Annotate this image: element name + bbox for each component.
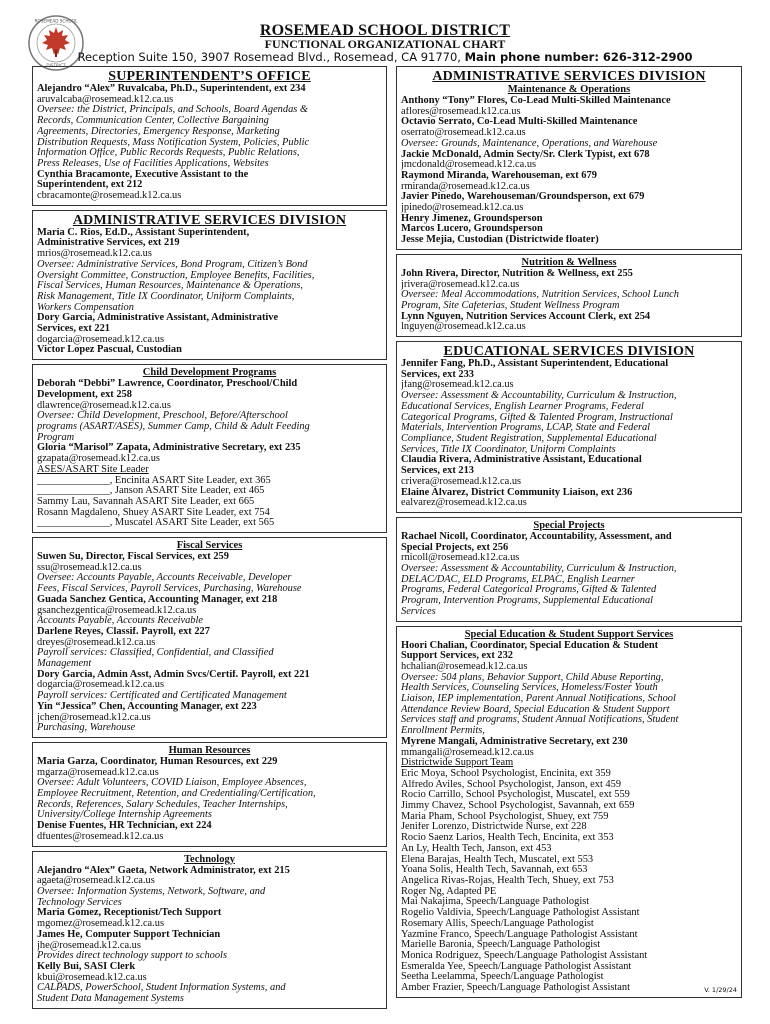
duties-text: Distribution Requests, Mass Notification System, Policies, Public (37, 137, 310, 148)
email-address: mmangali@rosemead.k12.ca.us (401, 747, 534, 758)
division-heading: ADMINISTRATIVE SERVICES DIVISION (72, 212, 347, 228)
staff-entry: Lynn Nguyen, Nutrition Services Account Clerk, ext 254 (401, 311, 651, 322)
duties-text: Enrollment Permits, (401, 726, 485, 737)
email-address: kbui@rosemead.k12.ca.us (37, 972, 147, 983)
duties-text: Liaison, IEP implementation, Parent Annual Notifications, School (401, 694, 676, 705)
department-heading: Technology (184, 853, 235, 865)
district-address (0, 51, 770, 64)
email-address: dfuentes@rosemead.k12.ca.us (37, 831, 164, 842)
duties-text: Compliance, Student Registration, Supplemental Educational (401, 433, 657, 444)
staff-entry: Amber Frazier, Speech/Language Pathologist Assistant (401, 983, 630, 994)
duties-text: Oversee: the District, Principals, and Schools, Board Agendas & (37, 105, 308, 116)
staff-entry: Maria C. Rios, Ed.D., Assistant Superintendent, (37, 227, 250, 238)
staff-entry: Services, ext 213 (401, 466, 474, 477)
duties-text: Oversee: Grounds, Maintenance, Operations, and Warehouse (401, 138, 658, 149)
staff-entry: Yoana Solis, Health Tech, Savannah, ext 653 (401, 865, 588, 876)
duties-text: Attendance Review Board, Special Education & Student Support (401, 704, 670, 715)
staff-entry: An Ly, Health Tech, Janson, ext 453 (401, 843, 552, 854)
staff-entry: Kelly Bui, SASI Clerk (37, 961, 136, 972)
staff-entry: Maria Garza, Coordinator, Human Resources, ext 229 (37, 756, 278, 767)
staff-entry: Yin “Jessica” Chen, Accounting Manager, ext 223 (37, 701, 257, 712)
staff-entry: Marcos Lucero, Groundsperson (401, 224, 543, 235)
staff-entry: Raymond Miranda, Warehouseman, ext 679 (401, 170, 597, 181)
staff-entry: Rachael Nicoll, Coordinator, Accountability, Assessment, and (401, 531, 672, 542)
duties-text: Oversee: Meal Accommodations, Nutrition Services, School Lunch (401, 290, 679, 301)
staff-entry: Rocio Saenz Larios, Health Tech, Encinita, ext 353 (401, 833, 614, 844)
staff-entry: Suwen Su, Director, Fiscal Services, ext 259 (37, 552, 229, 563)
staff-entry: Special Projects, ext 256 (401, 542, 509, 553)
staff-entry: Sammy Lau, Savannah ASART Site Leader, ext 665 (37, 496, 255, 507)
staff-entry: Alejandro “Alex” Ruvalcaba, Ph.D., Superintendent, ext 234 (37, 84, 306, 94)
department-heading: Child Development Programs (142, 367, 277, 379)
section-box-human-resources (32, 742, 387, 847)
email-address: mgarza@rosemead.k12.ca.us (37, 767, 159, 778)
duties-text: Fees, Fiscal Services, Payroll Services, Purchasing, Warehouse (37, 584, 302, 595)
staff-entry: Roger Ng, Adapted PE (401, 886, 497, 897)
duties-text: Provides direct technology support to schools (37, 951, 227, 962)
email-address: dlawrence@rosemead.k12.ca.us (37, 400, 171, 411)
staff-entry: Alejandro “Alex” Gaeta, Network Administrator, ext 215 (37, 865, 290, 876)
duties-text: Risk Management, Title IX Coordinator, Uniform Complaints, (37, 291, 295, 302)
duties-text: Employee Recruitment, Retention, and Credentialing/Certification, (37, 789, 316, 800)
email-address: jfang@rosemead.k12.ca.us (401, 380, 514, 391)
staff-entry: Esmeralda Yee, Speech/Language Pathologist Assistant (401, 961, 632, 972)
staff-entry: Victor Lopez Pascual, Custodian (37, 345, 182, 356)
staff-entry: Jesse Mejia, Custodian (Districtwide floater) (401, 235, 599, 246)
duties-text: Oversee: Administrative Services, Bond Program, Citizen’s Bond (37, 259, 308, 270)
staff-entry: Darlene Reyes, Classif. Payroll, ext 227 (37, 626, 210, 637)
duties-text: Workers Compensation (37, 302, 134, 313)
staff-entry: Jenifer Lorenzo, Districtwide Nurse, ext 228 (401, 822, 587, 833)
staff-entry: Guada Sanchez Gentica, Accounting Manager, ext 218 (37, 594, 278, 605)
duties-text: Accounts Payable, Accounts Receivable (37, 616, 203, 627)
staff-entry: Gloria “Marisol” Zapata, Administrative Secretary, ext 235 (37, 443, 301, 454)
email-address: mgomez@rosemead.k12.ca.us (37, 919, 165, 930)
staff-entry: Rogelio Valdivia, Speech/Language Pathologist Assistant (401, 908, 640, 919)
duties-text: University/College Internship Agreements (37, 810, 212, 821)
staff-entry: Superintendent, ext 212 (37, 180, 143, 191)
duties-text: Services (401, 606, 436, 617)
email-address: dogarcia@rosemead.k12.ca.us (37, 334, 164, 345)
email-address: rmiranda@rosemead.k12.ca.us (401, 181, 530, 192)
department-heading: Human Resources (168, 744, 251, 756)
staff-entry: Jimmy Chavez, School Psychologist, Savannah, ext 659 (401, 801, 635, 812)
staff-entry: Myrene Mangali, Administrative Secretary, ext 230 (401, 736, 628, 747)
email-address: jchen@rosemead.k12.ca.us (37, 712, 151, 723)
staff-entry: Alfredo Aviles, School Psychologist, Janson, ext 459 (401, 779, 622, 790)
staff-entry: Denise Fuentes, HR Technician, ext 224 (37, 821, 212, 832)
staff-entry: Jackie McDonald, Admin Secty/Sr. Clerk Typist, ext 678 (401, 149, 650, 160)
left-column (32, 66, 387, 1013)
duties-text: Records, Communication Center, Collective Bargaining (37, 116, 269, 127)
duties-text: programs (ASART/ASES), Summer Camp, Child & Adult Feeding (37, 421, 310, 432)
staff-entry: Hoori Chalian, Coordinator, Special Education & Student (401, 640, 659, 651)
staff-entry: Jennifer Fang, Ph.D., Assistant Superintendent, Educational (401, 359, 669, 370)
duties-text: Records, References, Salary Schedules, Teacher Internships, (37, 799, 288, 810)
department-heading: Fiscal Services (176, 540, 243, 552)
duties-text: Categorical Programs, Gifted & Talented Program, Instructional (401, 412, 673, 423)
staff-entry: Development, ext 258 (37, 389, 132, 400)
staff-entry: Dory Garcia, Admin Asst, Admin Svcs/Certif. Payroll, ext 221 (37, 669, 310, 680)
staff-entry: Elena Barajas, Health Tech, Muscatel, ext 553 (401, 854, 594, 865)
duties-text: Payroll services: Classified, Confidential, and Classified (37, 648, 274, 659)
duties-text: Oversee: 504 plans, Behavior Support, Child Abuse Reporting, (401, 672, 664, 683)
staff-entry: Yazmine Franco, Speech/Language Pathologist Assistant (401, 929, 638, 940)
staff-entry: Octavio Serrato, Co-Lead Multi-Skilled Maintenance (401, 117, 638, 128)
department-heading: Special Education & Student Support Services (464, 628, 674, 640)
duties-text: Services staff and programs, Student Annual Notifications, Student (401, 715, 679, 726)
department-heading: Nutrition & Wellness (521, 256, 617, 268)
staff-entry: John Rivera, Director, Nutrition & Wellness, ext 255 (401, 268, 633, 279)
section-box-special-projects (396, 517, 742, 622)
staff-entry: Angelica Rivas-Rojas, Health Tech, Shuey, ext 753 (401, 876, 614, 886)
section-box-superintendent-s-office (32, 66, 387, 206)
staff-entry: Monica Rodriguez, Speech/Language Pathologist Assistant (401, 950, 648, 961)
email-address: jrivera@rosemead.k12.ca.us (401, 279, 520, 290)
email-address: hchalian@rosemead.k12.ca.us (401, 661, 528, 672)
duties-text: DELAC/DAC, ELD Programs, ELPAC, English Learner (401, 574, 635, 585)
staff-entry: Javier Pinedo, Warehouseman/Groundsperson, ext 679 (401, 192, 645, 203)
duties-text: Materials, Intervention Programs, LCAP, State and Federal (401, 423, 651, 434)
email-address: rnicoll@rosemead.k12.ca.us (401, 553, 520, 564)
duties-text: Management (37, 659, 92, 670)
staff-entry: ______________, Janson ASART Site Leader, ext 465 (37, 486, 265, 497)
staff-entry: Elaine Alvarez, District Community Liaison, ext 236 (401, 487, 633, 498)
document-header (0, 0, 770, 76)
email-address: agaeta@rosemead.k12.ca.us (37, 876, 155, 887)
email-address: jpinedo@rosemead.k12.ca.us (401, 203, 524, 214)
duties-text: Services, Title IX Coordinator, Uniform Complaints (401, 444, 616, 455)
section-box-educational-services-division (396, 341, 742, 513)
staff-entry: Anthony “Tony” Flores, Co-Lead Multi-Skilled Maintenance (401, 96, 671, 106)
section-box-nutrition-wellness (396, 254, 742, 337)
department-heading: Special Projects (533, 519, 605, 531)
version-date: V. 1/29/24 (704, 985, 737, 994)
duties-text: Oversee: Assessment & Accountability, Curriculum & Instruction, (401, 564, 677, 575)
main-phone: Main phone number: 626-312-2900 (464, 50, 693, 64)
duties-text: Student Data Management Systems (37, 994, 184, 1005)
right-column (396, 66, 742, 1002)
staff-entry: Rocio Carrillo, School Psychologist, Muscatel, ext 559 (401, 790, 630, 801)
duties-text: Technology Services (37, 897, 122, 908)
group-label: Districtwide Support Team (401, 758, 514, 769)
section-box-fiscal-services (32, 537, 387, 738)
staff-entry: Services, ext 233 (401, 369, 474, 380)
duties-text: Agreements, Directories, Emergency Response, Marketing (37, 126, 280, 137)
staff-entry: Administrative Services, ext 219 (37, 238, 180, 249)
email-address: gsanchezgentica@rosemead.k12.ca.us (37, 605, 197, 616)
email-address: aflores@rosemead.k12.ca.us (401, 106, 521, 117)
staff-entry: Seetha Leelamma, Speech/Language Pathologist (401, 972, 604, 983)
duties-text: Program (37, 432, 75, 443)
duties-text: Fiscal Services, Human Resources, Maintenance & Operations, (37, 281, 303, 292)
section-box-child-development-programs (32, 364, 387, 533)
section-box-administrative-services-division (32, 210, 387, 360)
staff-entry: Dory Garcia, Administrative Assistant, Administrative (37, 313, 279, 324)
department-heading: Maintenance & Operations (507, 84, 631, 95)
staff-entry: Deborah “Debbi” Lawrence, Coordinator, Preschool/Child (37, 379, 298, 390)
address-text: Reception Suite 150, 3907 Rosemead Blvd., Rosemead, CA 91770, (77, 50, 465, 64)
duties-text: Programs, Federal Categorical Programs, Gifted & Talented (401, 585, 657, 596)
logo-text-top: ROSEMEAD SCHOOL (34, 18, 78, 24)
duties-text: Oversee: Child Development, Preschool, Before/Afterschool (37, 411, 288, 422)
duties-text: Program, Site Cafeterias, Student Wellness Program (401, 300, 620, 311)
email-address: gzapata@rosemead.k12.ca.us (37, 454, 160, 465)
duties-text: Oversee: Information Systems, Network, Software, and (37, 887, 266, 897)
duties-text: Information Office, Public Records Requests, Public Relations, (37, 148, 300, 159)
email-address: crivera@rosemead.k12.ca.us (401, 476, 522, 487)
email-address: mrios@rosemead.k12.ca.us (37, 249, 152, 260)
staff-entry: Mai Nakajima, Speech/Language Pathologist (401, 897, 590, 908)
duties-text: Health Services, Counseling Services, Homeless/Foster Youth (401, 683, 658, 694)
duties-text: Educational Services, English Learner Programs, Federal (401, 401, 644, 412)
document-title: ROSEMEAD SCHOOL DISTRICT (259, 22, 511, 39)
duties-text: Program, Intervention Programs, Supplemental Educational (401, 596, 654, 607)
duties-text: Oversee: Adult Volunteers, COVID Liaison, Employee Absences, (37, 778, 307, 789)
email-address: ealvarez@rosemead.k12.ca.us (401, 498, 527, 509)
staff-entry: Support Services, ext 232 (401, 651, 513, 662)
email-address: oserrato@rosemead.k12.ca.us (401, 128, 526, 139)
duties-text: CALPADS, PowerSchool, Student Information Systems, and (37, 983, 286, 994)
email-address: jmcdonald@rosemead.k12.ca.us (401, 160, 537, 171)
email-address: ssu@rosemead.k12.ca.us (37, 562, 142, 573)
staff-entry: Marielle Baronia, Speech/Language Pathologist (401, 940, 601, 951)
duties-text: Purchasing, Warehouse (37, 723, 136, 734)
document-subtitle: FUNCTIONAL ORGANIZATIONAL CHART (264, 37, 506, 51)
staff-entry: Maria Pham, School Psychologist, Shuey, ext 759 (401, 811, 609, 822)
duties-text: Payroll services: Certificated and Certificated Management (37, 691, 287, 702)
email-address: jhe@rosemead.k12.ca.us (37, 940, 141, 951)
duties-text: Press Releases, Use of Facilities Applications, Websites (37, 158, 269, 169)
section-box-technology (32, 851, 387, 1009)
staff-entry: Eric Moya, School Psychologist, Encinita, ext 359 (401, 768, 611, 779)
staff-entry: Rosemary Allis, Speech/Language Pathologist (401, 918, 594, 929)
logo-text-bottom: DISTRICT (46, 63, 66, 68)
staff-entry: ______________, Encinita ASART Site Leader, ext 365 (37, 475, 271, 486)
email-address: cbracamonte@rosemead.k12.ca.us (37, 191, 182, 202)
division-heading: ADMINISTRATIVE SERVICES DIVISION (432, 69, 706, 84)
staff-entry: Maria Gomez, Receptionist/Tech Support (37, 908, 222, 919)
email-address: aruvalcaba@rosemead.k12.ca.us (37, 94, 174, 105)
duties-text: Oversee: Assessment & Accountability, Curriculum & Instruction, (401, 391, 677, 402)
email-address: lnguyen@rosemead.k12.ca.us (401, 322, 526, 333)
division-heading: EDUCATIONAL SERVICES DIVISION (443, 344, 695, 360)
duties-text: Oversee: Accounts Payable, Accounts Receivable, Developer (37, 573, 292, 584)
email-address: dreyes@rosemead.k12.ca.us (37, 637, 156, 648)
group-label: ASES/ASART Site Leader (37, 464, 149, 475)
staff-entry: Cynthia Bracamonte, Executive Assistant to the (37, 169, 249, 180)
email-address: dogarcia@rosemead.k12.ca.us (37, 680, 164, 691)
staff-entry: Services, ext 221 (37, 324, 110, 335)
section-box-maintenance-operations (396, 66, 742, 250)
section-box-special-education-student-support-servic (396, 626, 742, 998)
staff-entry: Rosann Magdaleno, Shuey ASART Site Leader, ext 754 (37, 507, 270, 518)
duties-text: Oversight Committee, Construction, Employee Benefits, Facilities, (37, 270, 315, 281)
staff-entry: Henry Jimenez, Groundsperson (401, 213, 543, 224)
staff-entry: Claudia Rivera, Administrative Assistant, Educational (401, 455, 642, 466)
staff-entry: James He, Computer Support Technician (37, 929, 221, 940)
staff-entry: ______________, Muscatel ASART Site Leader, ext 565 (37, 518, 275, 529)
division-heading: SUPERINTENDENT’S OFFICE (108, 69, 311, 84)
